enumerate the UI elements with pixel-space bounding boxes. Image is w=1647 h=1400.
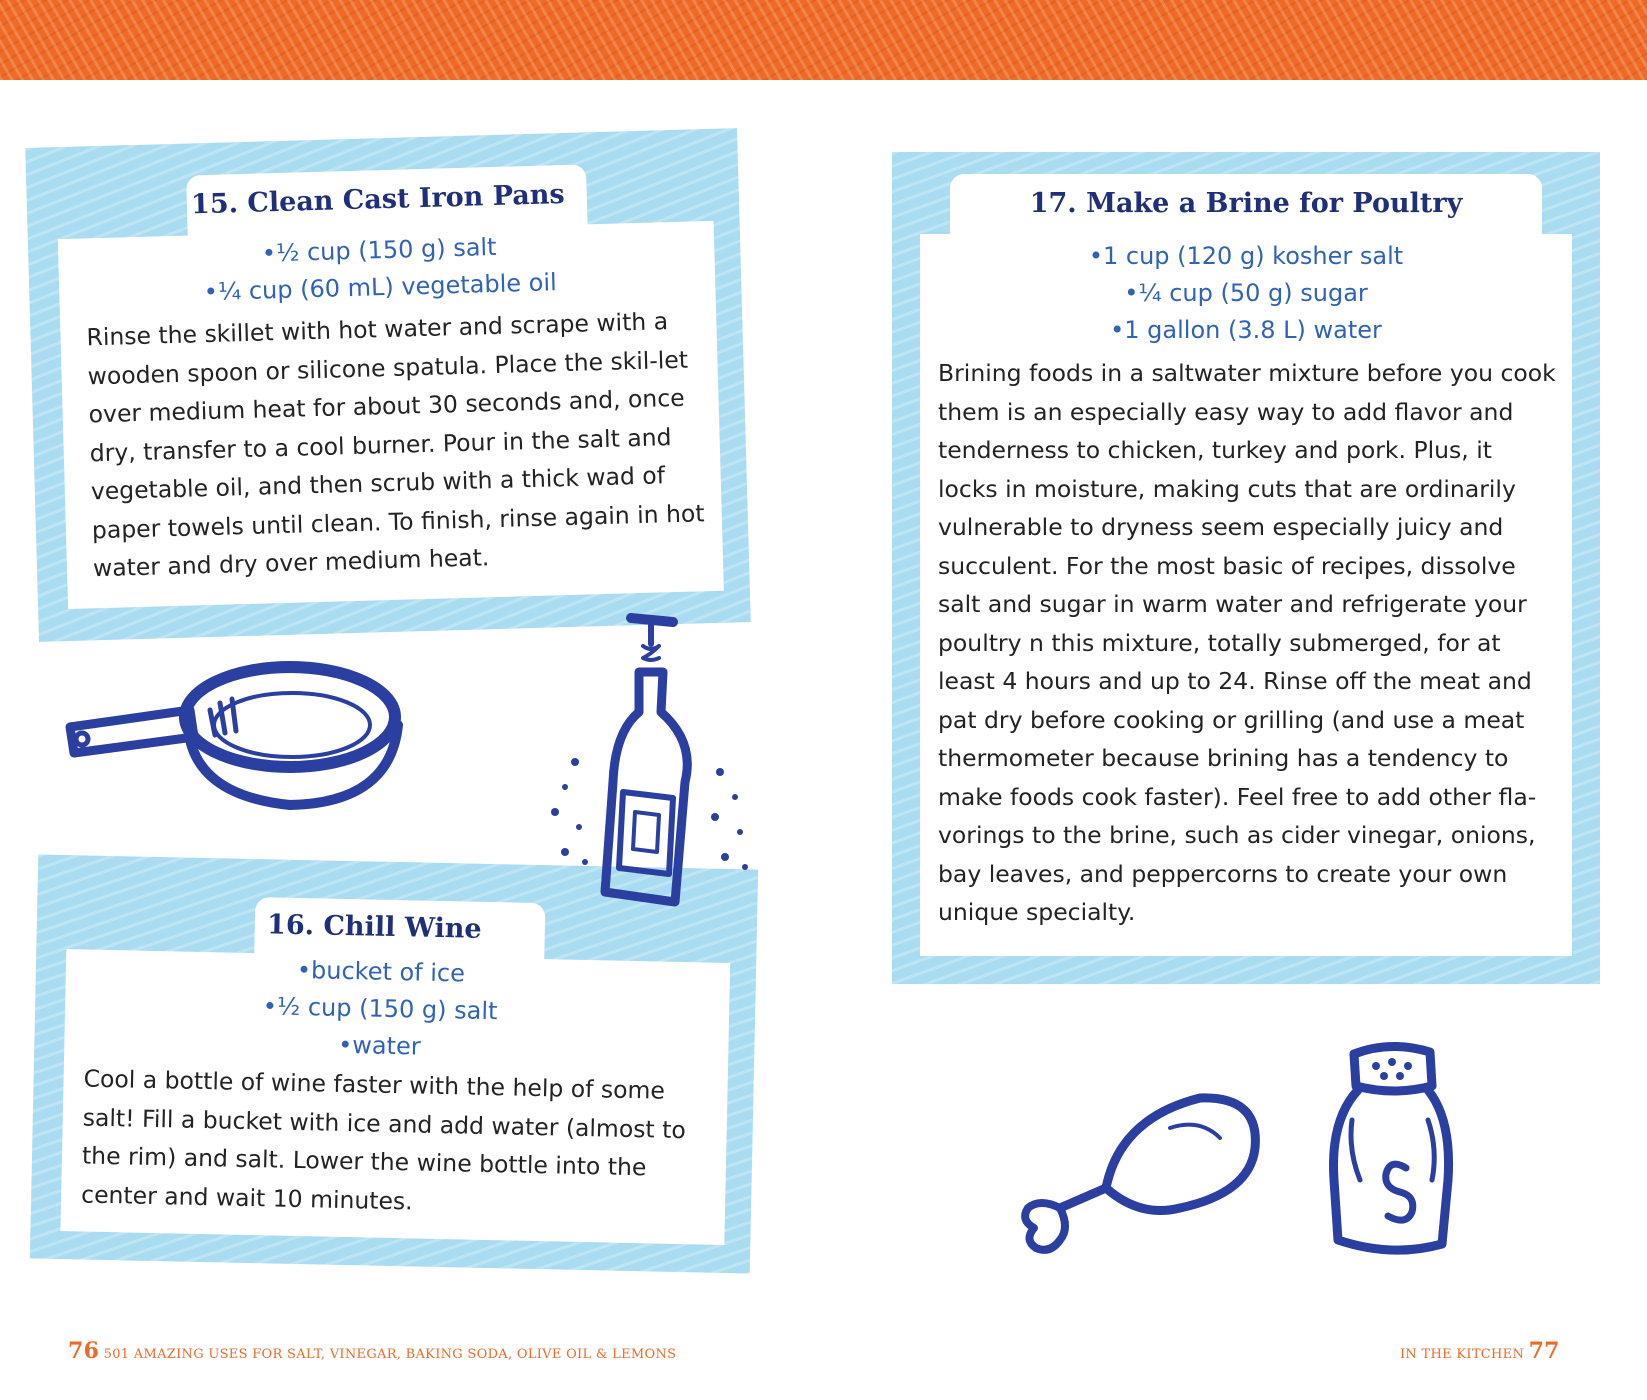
drumstick-icon [1010,1078,1270,1258]
skillet-icon [60,655,410,825]
page-number: 76 [68,1338,100,1364]
ingredient-item: •½ cup (150 g) salt [262,992,498,1026]
running-title: IN THE KITCHEN [1400,1347,1525,1362]
card-body-text: Brining foods in a saltwater mixture before you cook them is an especially easy way to add flavor and tenderness to chicken, turkey and pork. Plus, it locks in moisture, making cuts that are ordinarily vulnerable to dryness seem especially juicy and succulent. For the most basic of recipes, dissolve salt and sugar in warm water and refrigerate your poultry n this mixture, totally submerged, for at least 4 hours and up to 24. Rinse off the meat and pat dry before cooking or grilling (and use a meat thermometer because brining has a tendency to make foods cook faster). Feel free to add other fla-vorings to the brine, such as cider vinegar, onions, bay leaves, and peppercorns to create your own unique specialty. [938,359,1556,926]
card-title: 17. Make a Brine for Poultry [1029,188,1463,219]
ingredient-list [4,946,756,1073]
ingredient-item: •1 gallon (3.8 L) water [1110,316,1382,344]
ingredient-item: •bucket of ice [296,955,466,988]
wine-bottle-icon [535,612,765,912]
card-title: 16. Chill Wine [266,909,482,945]
card-body-text: Rinse the skillet with hot water and scrape with a wooden spoon or silicone spatula. Place the skil-let over medium heat for about 30 seconds and, once dry, transfer to a cool burner. Pour in the salt and vegetable oil, and then scrub with a thick wad of paper towels until clean. To finish, rinse again in hot water and dry over medium heat. [86,307,705,583]
decorative-top-band [0,0,1647,80]
recipe-card-chill-wine [30,855,758,1274]
running-title: 501 AMAZING USES FOR SALT, VINEGAR, BAKING SODA, OLIVE OIL & LEMONS [103,1347,677,1362]
card-body-text: Cool a bottle of wine faster with the help of some salt! Fill a bucket with ice and add water (almost to the rim) and salt. Lower the wine bottle into the center and wait 10 minutes. [80,1064,687,1215]
right-footer [1400,1338,1560,1364]
recipe-card-brine-poultry [892,152,1600,984]
ingredient-item: •water [337,1030,421,1061]
ingredient-item: •¼ cup (50 g) sugar [1124,279,1368,307]
salt-shaker-icon [1320,1040,1470,1270]
ingredient-list [892,238,1600,349]
ingredient-item: •½ cup (150 g) salt [261,232,497,268]
card-title: 15. Clean Cast Iron Pans [190,179,566,221]
left-footer [68,1338,676,1364]
ingredient-item: •¼ cup (60 mL) vegetable oil [203,268,558,307]
page-number: 77 [1528,1338,1560,1364]
recipe-card-clean-cast-iron [25,128,751,642]
ingredient-item: •1 cup (120 g) kosher salt [1088,242,1404,270]
